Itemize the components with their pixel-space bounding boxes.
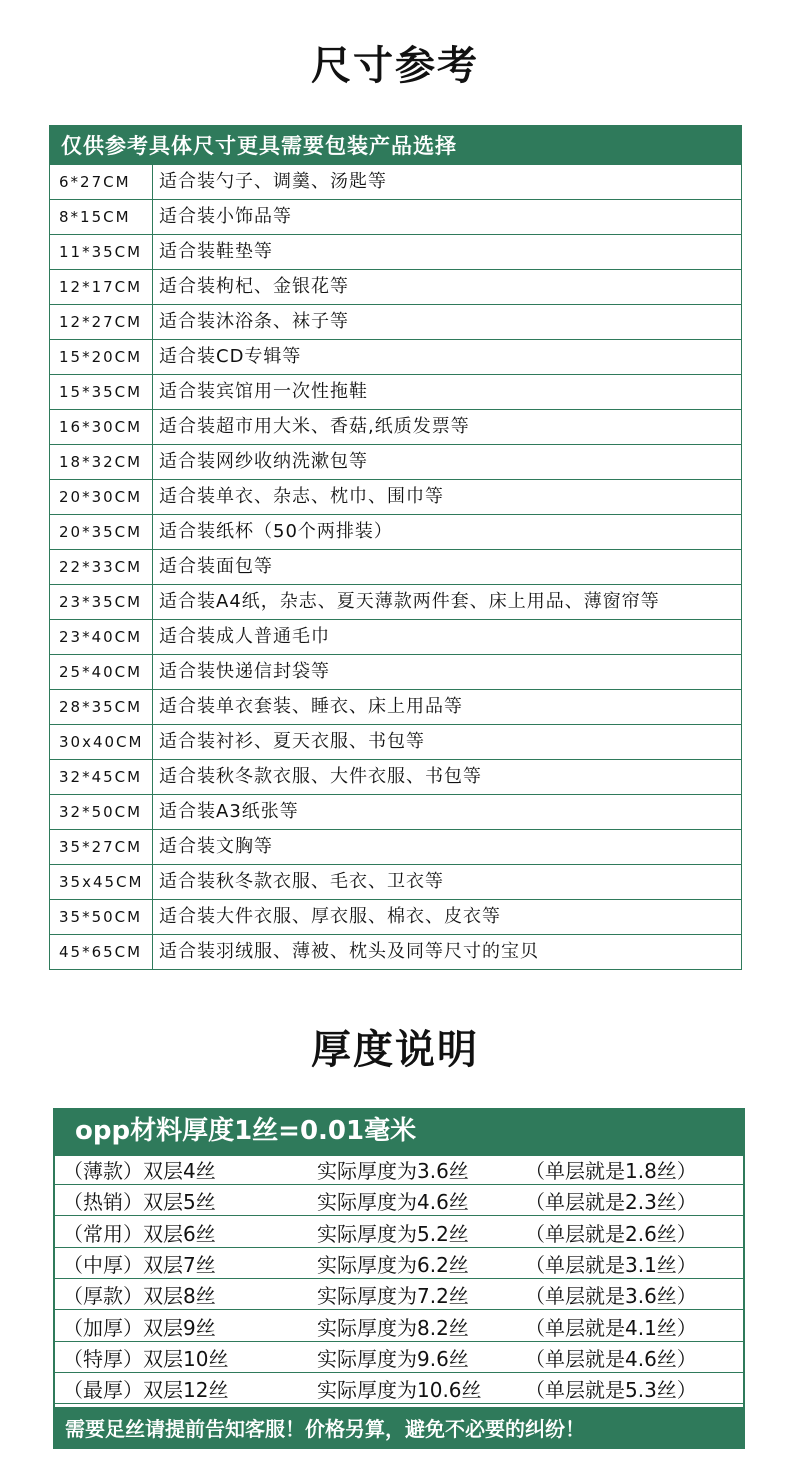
- thickness-title: 厚度说明: [311, 1027, 479, 1073]
- thickness-table-row: [55, 1375, 743, 1404]
- size-reference-title: 尺寸参考: [311, 43, 479, 89]
- size-description: 适合装单衣套装、睡衣、床上用品等: [153, 690, 742, 724]
- size-table-row: [49, 900, 742, 935]
- size-value: 22*33CM: [49, 550, 153, 584]
- thickness-type: （最厚）双层12丝: [63, 1378, 229, 1403]
- single-layer-thickness: （单层就是4.6丝）: [525, 1346, 697, 1371]
- size-value: 8*15CM: [49, 200, 153, 234]
- thickness-table-row: [55, 1344, 743, 1373]
- single-layer-thickness: （单层就是3.1丝）: [525, 1252, 697, 1277]
- size-value: 28*35CM: [49, 690, 153, 724]
- actual-thickness: 实际厚度为10.6丝: [317, 1378, 482, 1403]
- size-value: 16*30CM: [49, 410, 153, 444]
- size-value: 35*27CM: [49, 830, 153, 864]
- size-value: 32*50CM: [49, 795, 153, 829]
- size-description: 适合装网纱收纳洗漱包等: [153, 445, 742, 479]
- thickness-table-footer: 需要足丝请提前告知客服！价格另算，避免不必要的纠纷！: [65, 1417, 585, 1441]
- size-description: 适合装CD专辑等: [153, 340, 742, 374]
- size-table-row: [49, 865, 742, 900]
- size-table-row: [49, 480, 742, 515]
- size-description: 适合装枸杞、金银花等: [153, 270, 742, 304]
- size-table-row: [49, 305, 742, 340]
- size-description: 适合装鞋垫等: [153, 235, 742, 269]
- size-table-row: [49, 410, 742, 445]
- size-description: 适合装沐浴条、袜子等: [153, 305, 742, 339]
- size-table-row: [49, 200, 742, 235]
- size-value: 15*35CM: [49, 375, 153, 409]
- size-description: 适合装勺子、调羹、汤匙等: [153, 165, 742, 199]
- thickness-table-row: [55, 1313, 743, 1342]
- actual-thickness: 实际厚度为3.6丝: [317, 1159, 469, 1183]
- size-description: 适合装衬衫、夏天衣服、书包等: [153, 725, 742, 759]
- size-reference-table: [49, 125, 742, 970]
- size-description: 适合装文胸等: [153, 830, 742, 864]
- size-table-row: [49, 515, 742, 550]
- size-value: 20*35CM: [49, 515, 153, 549]
- size-value: 12*27CM: [49, 305, 153, 339]
- size-value: 35*50CM: [49, 900, 153, 934]
- size-description: 适合装成人普通毛巾: [153, 620, 742, 654]
- size-value: 32*45CM: [49, 760, 153, 794]
- size-description: 适合装A3纸张等: [153, 795, 742, 829]
- size-description: 适合装小饰品等: [153, 200, 742, 234]
- thickness-type: （厚款）双层8丝: [63, 1284, 216, 1309]
- size-value: 20*30CM: [49, 480, 153, 514]
- size-table-row: [49, 270, 742, 305]
- size-description: 适合装羽绒服、薄被、枕头及同等尺寸的宝贝: [153, 935, 742, 969]
- thickness-table-row: [55, 1156, 743, 1185]
- size-description: 适合装秋冬款衣服、大件衣服、书包等: [153, 760, 742, 794]
- thickness-table-row: [55, 1281, 743, 1310]
- size-description: 适合装A4纸，杂志、夏天薄款两件套、床上用品、薄窗帘等: [153, 585, 742, 619]
- size-table-row: [49, 165, 742, 200]
- actual-thickness: 实际厚度为9.6丝: [317, 1346, 469, 1371]
- size-value: 25*40CM: [49, 655, 153, 689]
- size-description: 适合装单衣、杂志、枕巾、围巾等: [153, 480, 742, 514]
- size-table-row: [49, 725, 742, 760]
- size-value: 18*32CM: [49, 445, 153, 479]
- size-table-row: [49, 235, 742, 270]
- size-description: 适合装面包等: [153, 550, 742, 584]
- single-layer-thickness: （单层就是3.6丝）: [525, 1284, 697, 1309]
- size-value: 12*17CM: [49, 270, 153, 304]
- size-value: 23*40CM: [49, 620, 153, 654]
- size-value: 35x45CM: [49, 865, 153, 899]
- size-description: 适合装大件衣服、厚衣服、棉衣、皮衣等: [153, 900, 742, 934]
- actual-thickness: 实际厚度为8.2丝: [317, 1315, 469, 1340]
- size-table-row: [49, 830, 742, 865]
- actual-thickness: 实际厚度为5.2丝: [317, 1221, 469, 1246]
- actual-thickness: 实际厚度为7.2丝: [317, 1284, 469, 1309]
- size-table-row: [49, 620, 742, 655]
- single-layer-thickness: （单层就是2.3丝）: [525, 1190, 697, 1215]
- size-table-body: [49, 165, 742, 970]
- thickness-table-header: opp材料厚度1丝=0.01毫米: [75, 1116, 417, 1146]
- size-description: 适合装宾馆用一次性拖鞋: [153, 375, 742, 409]
- size-value: 23*35CM: [49, 585, 153, 619]
- thickness-type: （特厚）双层10丝: [63, 1346, 229, 1371]
- size-table-row: [49, 795, 742, 830]
- size-value: 6*27CM: [49, 165, 153, 199]
- single-layer-thickness: （单层就是2.6丝）: [525, 1221, 697, 1246]
- size-table-row: [49, 935, 742, 970]
- size-table-row: [49, 655, 742, 690]
- size-table-row: [49, 375, 742, 410]
- size-table-row: [49, 445, 742, 480]
- single-layer-thickness: （单层就是1.8丝）: [525, 1159, 697, 1183]
- thickness-type: （中厚）双层7丝: [63, 1252, 216, 1277]
- size-value: 15*20CM: [49, 340, 153, 374]
- single-layer-thickness: （单层就是5.3丝）: [525, 1378, 697, 1403]
- size-table-row: [49, 340, 742, 375]
- thickness-table-row: [55, 1219, 743, 1248]
- single-layer-thickness: （单层就是4.1丝）: [525, 1315, 697, 1340]
- size-table-row: [49, 760, 742, 795]
- size-table-row: [49, 585, 742, 620]
- thickness-type: （加厚）双层9丝: [63, 1315, 216, 1340]
- thickness-table-row: [55, 1250, 743, 1279]
- thickness-table-row: [55, 1187, 743, 1216]
- size-table-header: 仅供参考具体尺寸更具需要包装产品选择: [49, 125, 742, 165]
- size-value: 30x40CM: [49, 725, 153, 759]
- size-description: 适合装超市用大米、香菇,纸质发票等: [153, 410, 742, 444]
- size-table-row: [49, 550, 742, 585]
- size-table-row: [49, 690, 742, 725]
- actual-thickness: 实际厚度为6.2丝: [317, 1252, 469, 1277]
- thickness-table: [53, 1108, 745, 1449]
- size-description: 适合装快递信封袋等: [153, 655, 742, 689]
- size-description: 适合装秋冬款衣服、毛衣、卫衣等: [153, 865, 742, 899]
- size-description: 适合装纸杯（50个两排装）: [153, 515, 742, 549]
- thickness-type: （常用）双层6丝: [63, 1221, 216, 1246]
- thickness-table-body: [55, 1156, 743, 1407]
- size-value: 45*65CM: [49, 935, 153, 969]
- thickness-type: （热销）双层5丝: [63, 1190, 216, 1215]
- size-value: 11*35CM: [49, 235, 153, 269]
- thickness-type: （薄款）双层4丝: [63, 1159, 216, 1183]
- actual-thickness: 实际厚度为4.6丝: [317, 1190, 469, 1215]
